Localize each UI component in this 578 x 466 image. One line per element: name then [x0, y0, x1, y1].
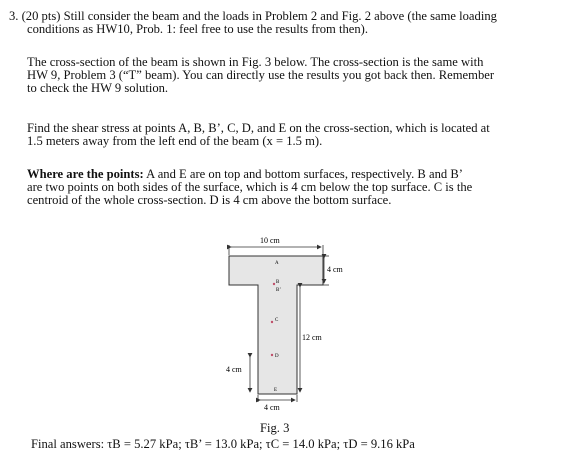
- point-b: [273, 283, 275, 285]
- paragraph-2-line-1: Find the shear stress at points A, B, B’, C, D, and E on the cross-section, which is located at: [27, 121, 490, 135]
- problem-header-cont: conditions as HW10, Prob. 1: feel free to use the results from then).: [27, 22, 368, 36]
- final-answers: Final answers: τB = 5.27 kPa; τB’ = 13.0 kPa; τC = 14.0 kPa; τD = 9.16 kPa: [31, 437, 415, 451]
- dim-left-label: 4 cm: [226, 365, 242, 374]
- paragraph-1-line-3: to check the HW 9 solution.: [27, 81, 169, 95]
- paragraph-1-line-2: HW 9, Problem 3 (“T” beam). You can directly use the results you got back then. Remember: [27, 68, 495, 82]
- figure-caption: Fig. 3: [260, 421, 290, 435]
- dim-bottom-label: 4 cm: [264, 403, 280, 412]
- dim-flange-label: 4 cm: [327, 265, 343, 274]
- point-a-label: A: [275, 261, 279, 266]
- problem-header: 3. (20 pts) Still consider the beam and the loads in Problem 2 and Fig. 2 above (the same loading: [9, 9, 497, 23]
- points-heading: Where are the points:: [27, 167, 144, 181]
- paragraph-1-line-1: The cross-section of the beam is shown in Fig. 3 below. The cross-section is the same with: [27, 55, 484, 69]
- t-section-shape: [229, 256, 323, 394]
- dim-web-height-label: 12 cm: [302, 333, 322, 342]
- paragraph-3-line-2: are two points on both sides of the surface, which is 4 cm below the top surface. C is the: [27, 180, 473, 194]
- dim-top-label: 10 cm: [260, 236, 280, 245]
- point-d-label: D: [275, 354, 279, 359]
- point-c-label: C: [275, 318, 279, 323]
- point-e-label: E: [274, 388, 278, 393]
- paragraph-3-line-1-text: A and E are on top and bottom surfaces, respectively. B and B’: [143, 167, 463, 181]
- paragraph-3-line-3: centroid of the whole cross-section. D is 4 cm above the bottom surface.: [27, 193, 392, 207]
- point-b-label: B: [276, 280, 280, 285]
- point-b-prime-label: B’: [276, 288, 281, 293]
- point-d: [271, 354, 273, 356]
- paragraph-2-line-2: 1.5 meters away from the left end of the beam (x = 1.5 m).: [27, 134, 323, 148]
- point-c: [271, 321, 273, 323]
